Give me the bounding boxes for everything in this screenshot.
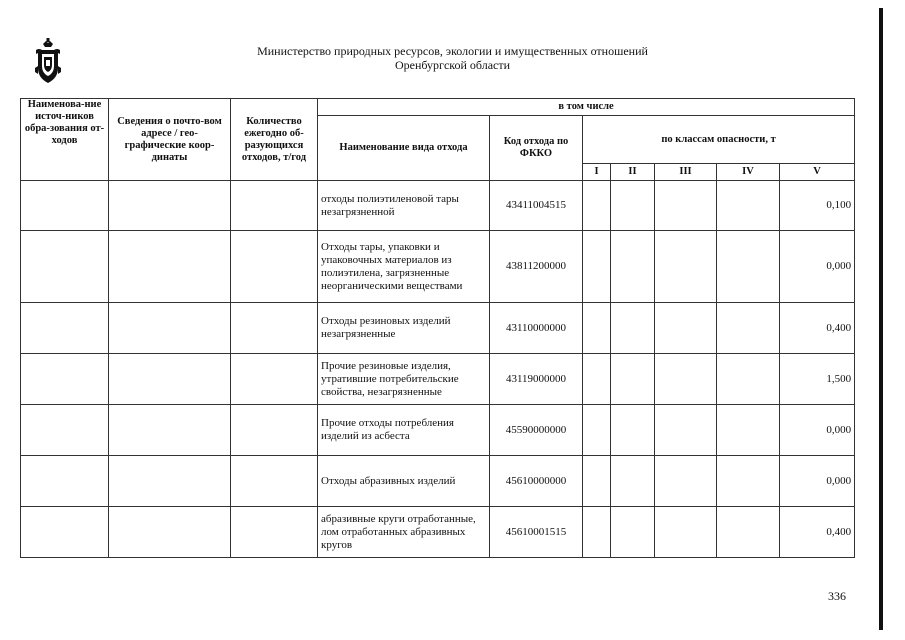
cell-code: 45610000000 xyxy=(490,456,583,507)
cell-class-4 xyxy=(717,181,780,231)
cell-code: 43110000000 xyxy=(490,303,583,354)
col-header-class-2: II xyxy=(611,164,655,181)
cell-class-4 xyxy=(717,354,780,405)
cell-class-1 xyxy=(583,181,611,231)
cell-class-4 xyxy=(717,303,780,354)
cell-class-2 xyxy=(611,181,655,231)
cell-waste-name: Отходы абразивных изделий xyxy=(318,456,490,507)
table-row xyxy=(21,231,855,303)
cell-waste-name: отходы полиэтиленовой тары незагрязненной xyxy=(318,181,490,231)
cell-source xyxy=(21,181,109,231)
col-header-address: Сведения о почто-вом адресе / гео-графические коор-динаты xyxy=(109,99,231,181)
col-header-waste-name: Наименование вида отхода xyxy=(318,116,490,181)
col-header-hazard-classes: по классам опасности, т xyxy=(583,116,855,164)
cell-class-1 xyxy=(583,354,611,405)
table-row xyxy=(21,405,855,456)
cell-class-3 xyxy=(655,231,717,303)
cell-source xyxy=(21,456,109,507)
cell-class-2 xyxy=(611,507,655,558)
cell-address xyxy=(109,456,231,507)
col-header-class-1: I xyxy=(583,164,611,181)
cell-class-1 xyxy=(583,231,611,303)
header-line-2: Оренбургской области xyxy=(394,58,511,72)
cell-quantity xyxy=(231,354,318,405)
cell-class-5: 0,100 xyxy=(780,181,855,231)
cell-source xyxy=(21,303,109,354)
col-header-including: в том числе xyxy=(318,99,855,116)
cell-class-2 xyxy=(611,231,655,303)
cell-source xyxy=(21,231,109,303)
cell-class-3 xyxy=(655,181,717,231)
cell-class-3 xyxy=(655,456,717,507)
col-header-class-5: V xyxy=(780,164,855,181)
cell-class-3 xyxy=(655,405,717,456)
col-header-class-4: IV xyxy=(717,164,780,181)
col-header-code: Код отхода по ФККО xyxy=(490,116,583,181)
cell-class-5: 0,000 xyxy=(780,456,855,507)
cell-class-3 xyxy=(655,507,717,558)
cell-class-4 xyxy=(717,507,780,558)
cell-class-3 xyxy=(655,303,717,354)
col-header-class-3: III xyxy=(655,164,717,181)
cell-class-4 xyxy=(717,405,780,456)
cell-quantity xyxy=(231,456,318,507)
cell-waste-name: абразивные круги отработанные, лом отработанных абразивных кругов xyxy=(318,507,490,558)
cell-code: 43119000000 xyxy=(490,354,583,405)
page-number: 336 xyxy=(828,589,846,603)
cell-class-5: 0,400 xyxy=(780,507,855,558)
cell-address xyxy=(109,405,231,456)
cell-class-5: 1,500 xyxy=(780,354,855,405)
cell-class-1 xyxy=(583,405,611,456)
table-row xyxy=(21,303,855,354)
table-row xyxy=(21,354,855,405)
cell-quantity xyxy=(231,231,318,303)
cell-class-2 xyxy=(611,354,655,405)
cell-class-5: 0,000 xyxy=(780,405,855,456)
cell-class-5: 0,400 xyxy=(780,303,855,354)
ministry-header xyxy=(190,44,715,72)
table-row xyxy=(21,456,855,507)
waste-table xyxy=(20,98,855,558)
cell-class-5: 0,000 xyxy=(780,231,855,303)
cell-waste-name: Отходы тары, упаковки и упаковочных материалов из полиэтилена, загрязненные неорганическими веществами xyxy=(318,231,490,303)
cell-address xyxy=(109,303,231,354)
cell-waste-name: Прочие резиновые изделия, утратившие потребительские свойства, незагрязненные xyxy=(318,354,490,405)
cell-code: 45590000000 xyxy=(490,405,583,456)
cell-class-2 xyxy=(611,405,655,456)
cell-code: 43411004515 xyxy=(490,181,583,231)
cell-class-1 xyxy=(583,456,611,507)
cell-class-2 xyxy=(611,303,655,354)
cell-quantity xyxy=(231,181,318,231)
table-row xyxy=(21,507,855,558)
cell-code: 43811200000 xyxy=(490,231,583,303)
cell-address xyxy=(109,354,231,405)
cell-class-1 xyxy=(583,507,611,558)
cell-quantity xyxy=(231,405,318,456)
cell-class-2 xyxy=(611,456,655,507)
cell-address xyxy=(109,181,231,231)
cell-class-1 xyxy=(583,303,611,354)
page-edge-bar xyxy=(879,8,883,630)
table-row xyxy=(21,181,855,231)
coat-of-arms-emblem xyxy=(33,38,63,84)
cell-class-4 xyxy=(717,456,780,507)
cell-waste-name: Отходы резиновых изделий незагрязненные xyxy=(318,303,490,354)
cell-class-3 xyxy=(655,354,717,405)
header-line-1: Министерство природных ресурсов, экологии и имущественных отношений xyxy=(257,44,648,58)
cell-waste-name: Прочие отходы потребления изделий из асбеста xyxy=(318,405,490,456)
col-header-source: Наименова-ние источ-ников обра-зования от-ходов xyxy=(21,99,109,181)
cell-address xyxy=(109,507,231,558)
cell-source xyxy=(21,354,109,405)
header-row-1 xyxy=(21,99,855,116)
col-header-quantity: Количество ежегодно об-разующихся отходов, т/год xyxy=(231,99,318,181)
cell-address xyxy=(109,231,231,303)
cell-code: 45610001515 xyxy=(490,507,583,558)
cell-source xyxy=(21,507,109,558)
cell-quantity xyxy=(231,303,318,354)
cell-source xyxy=(21,405,109,456)
cell-class-4 xyxy=(717,231,780,303)
cell-quantity xyxy=(231,507,318,558)
